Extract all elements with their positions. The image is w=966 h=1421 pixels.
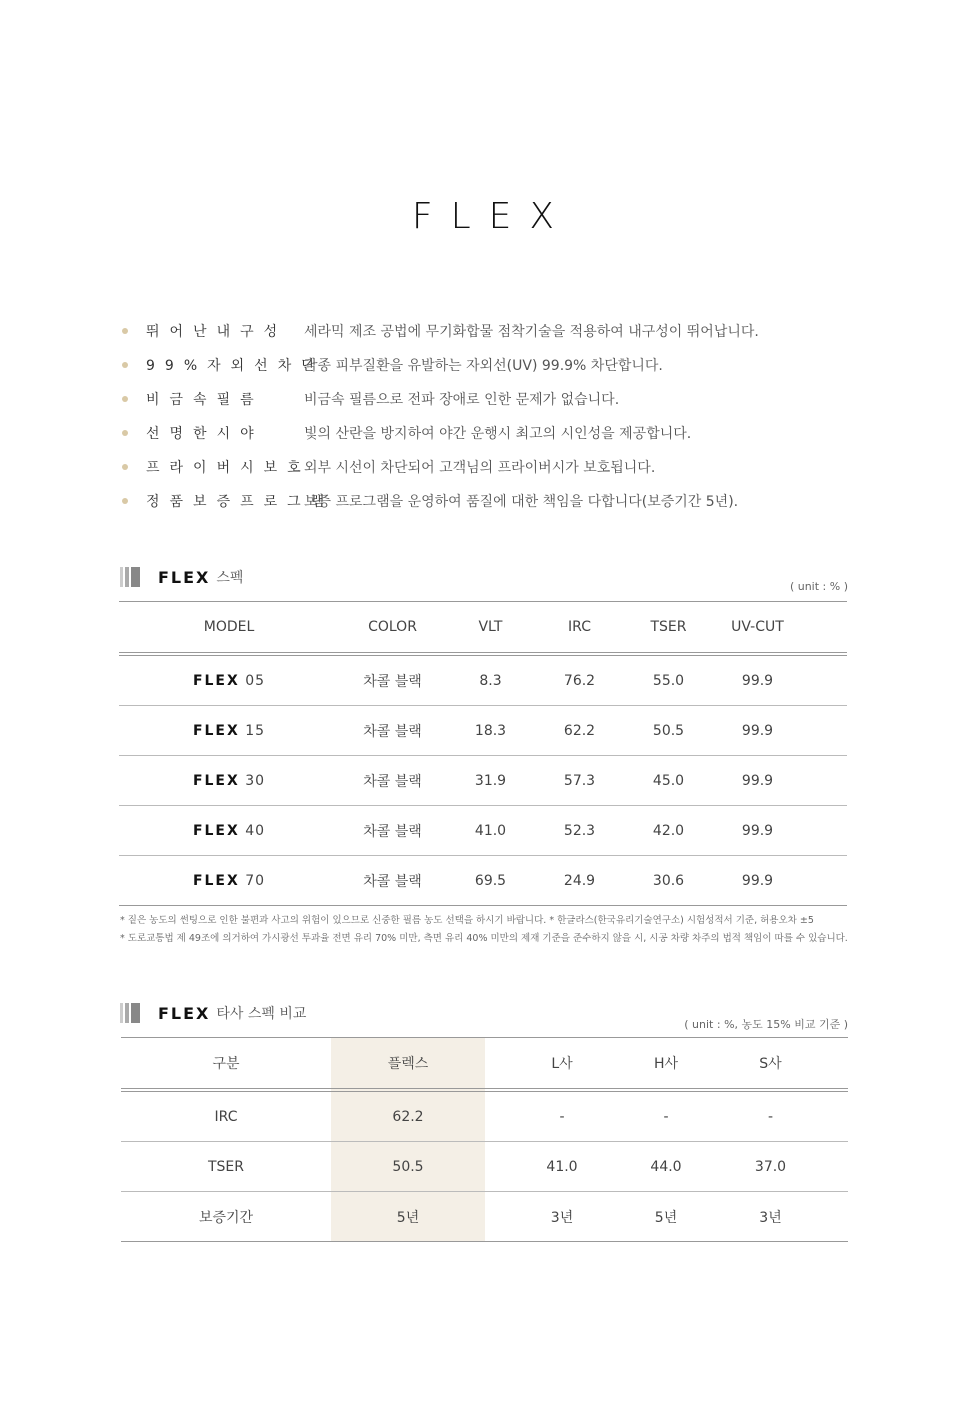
vlt-cell: 8.3 — [446, 654, 535, 706]
section-bars-icon — [120, 1003, 140, 1023]
uvcut-cell: 99.9 — [713, 756, 802, 806]
list-item — [122, 416, 882, 450]
note-line: * 도로교통법 제 49조에 의거하여 가시광선 투과율 전면 유리 70% 미만, 측면 유리 40% 미만의 제재 기준을 준수하지 않을 시, 시공 차량 차주의 법적 책임이 따를 수 있습니다. — [120, 933, 848, 944]
spec-section-title — [120, 567, 243, 587]
vlt-cell: 31.9 — [446, 756, 535, 806]
model-cell: FLEX 70 — [119, 856, 339, 906]
column-header: IRC — [535, 602, 624, 655]
color-cell: 차콜 블랙 — [339, 856, 446, 906]
bullet-icon — [122, 498, 128, 504]
compare-brand: FLEX — [158, 1003, 211, 1023]
row-label: 보증기간 — [121, 1192, 331, 1242]
column-header-highlight: 플렉스 — [331, 1038, 485, 1091]
compare-title: 타사 스펙 비교 — [216, 1006, 307, 1022]
column-header: L사 — [485, 1038, 639, 1091]
flex-value: 62.2 — [331, 1090, 485, 1142]
feature-title: 선명한시야 — [146, 426, 264, 442]
compare-section-title — [120, 1003, 306, 1023]
competitor-value: 37.0 — [693, 1142, 848, 1192]
spec-notes — [120, 912, 860, 948]
competitor-value: 3년 — [485, 1192, 639, 1242]
vlt-cell: 69.5 — [446, 856, 535, 906]
table-row — [119, 806, 847, 856]
tser-cell: 42.0 — [624, 806, 713, 856]
bullet-icon — [122, 396, 128, 402]
table-header-row — [121, 1038, 848, 1091]
row-label: TSER — [121, 1142, 331, 1192]
model-cell: FLEX 05 — [119, 654, 339, 706]
feature-desc: 각종 피부질환을 유발하는 자외선(UV) 99.9% 차단합니다. — [304, 358, 663, 374]
bullet-icon — [122, 362, 128, 368]
table-header-row — [119, 602, 847, 655]
competitor-value: 41.0 — [485, 1142, 639, 1192]
competitor-value: 44.0 — [639, 1142, 693, 1192]
vlt-cell: 41.0 — [446, 806, 535, 856]
uvcut-cell: 99.9 — [713, 654, 802, 706]
color-cell: 차콜 블랙 — [339, 654, 446, 706]
spec-unit: ( unit : % ) — [789, 580, 848, 593]
feature-desc: 세라믹 제조 공법에 무기화합물 점착기술을 적용하여 내구성이 뛰어납니다. — [304, 324, 759, 340]
competitor-value: - — [485, 1090, 639, 1142]
tser-cell: 50.5 — [624, 706, 713, 756]
table-row — [121, 1090, 848, 1142]
feature-list — [122, 314, 882, 518]
color-cell: 차콜 블랙 — [339, 806, 446, 856]
uvcut-cell: 99.9 — [713, 806, 802, 856]
uvcut-cell: 99.9 — [713, 856, 802, 906]
uvcut-cell: 99.9 — [713, 706, 802, 756]
irc-cell: 76.2 — [535, 654, 624, 706]
competitor-value: 3년 — [693, 1192, 848, 1242]
table-row — [119, 856, 847, 906]
list-item — [122, 450, 882, 484]
feature-title: 뛰어난내구성 — [146, 324, 288, 340]
model-cell: FLEX 30 — [119, 756, 339, 806]
column-header: COLOR — [339, 602, 446, 655]
competitor-value: 5년 — [639, 1192, 693, 1242]
tser-cell: 45.0 — [624, 756, 713, 806]
model-cell: FLEX 40 — [119, 806, 339, 856]
note-line: * 짙은 농도의 썬팅으로 인한 불편과 사고의 위험이 있으므로 신중한 필름 농도 선택을 하시기 바랍니다. * 한글라스(한국유리기술연구소) 시험성적서 기준, 허용오차 ±5 — [120, 915, 814, 926]
spec-title: 스펙 — [216, 570, 244, 586]
list-item — [122, 314, 882, 348]
column-header: S사 — [693, 1038, 848, 1091]
column-header: TSER — [624, 602, 713, 655]
feature-title: 99%자외선차단 — [146, 358, 325, 374]
list-item — [122, 484, 882, 518]
column-header: 구분 — [121, 1038, 331, 1091]
compare-unit: ( unit : %, 농도 15% 비교 기준 ) — [684, 1018, 848, 1031]
vlt-cell: 18.3 — [446, 706, 535, 756]
table-row — [121, 1142, 848, 1192]
list-item — [122, 348, 882, 382]
feature-desc: 빛의 산란을 방지하여 야간 운행시 최고의 시인성을 제공합니다. — [304, 426, 692, 442]
feature-title: 비금속필름 — [146, 392, 264, 408]
column-header: MODEL — [119, 602, 339, 655]
section-bars-icon — [120, 567, 140, 587]
bullet-icon — [122, 430, 128, 436]
spec-table — [119, 601, 847, 906]
column-header: H사 — [639, 1038, 693, 1091]
table-row — [119, 706, 847, 756]
feature-title: 정품보증프로그램 — [146, 494, 335, 510]
flex-value: 50.5 — [331, 1142, 485, 1192]
table-row — [119, 654, 847, 706]
tser-cell: 30.6 — [624, 856, 713, 906]
feature-desc: 비금속 필름으로 전파 장애로 인한 문제가 없습니다. — [304, 392, 620, 408]
irc-cell: 52.3 — [535, 806, 624, 856]
model-cell: FLEX 15 — [119, 706, 339, 756]
table-row — [119, 756, 847, 806]
table-row — [121, 1192, 848, 1242]
list-item — [122, 382, 882, 416]
column-header: UV-CUT — [713, 602, 802, 655]
tser-cell: 55.0 — [624, 654, 713, 706]
color-cell: 차콜 블랙 — [339, 706, 446, 756]
brand-logo: FLEX — [411, 196, 573, 237]
feature-desc: 보증 프로그램을 운영하여 품질에 대한 책임을 다합니다(보증기간 5년). — [304, 494, 739, 510]
spec-brand: FLEX — [158, 567, 211, 587]
feature-desc: 외부 시선이 차단되어 고객님의 프라이버시가 보호됩니다. — [304, 460, 656, 476]
competitor-value: - — [639, 1090, 693, 1142]
irc-cell: 24.9 — [535, 856, 624, 906]
irc-cell: 62.2 — [535, 706, 624, 756]
compare-table — [121, 1037, 848, 1242]
color-cell: 차콜 블랙 — [339, 756, 446, 806]
row-label: IRC — [121, 1090, 331, 1142]
column-header: VLT — [446, 602, 535, 655]
feature-title: 프라이버시보호 — [146, 460, 311, 476]
irc-cell: 57.3 — [535, 756, 624, 806]
flex-value: 5년 — [331, 1192, 485, 1242]
bullet-icon — [122, 464, 128, 470]
bullet-icon — [122, 328, 128, 334]
competitor-value: - — [693, 1090, 848, 1142]
